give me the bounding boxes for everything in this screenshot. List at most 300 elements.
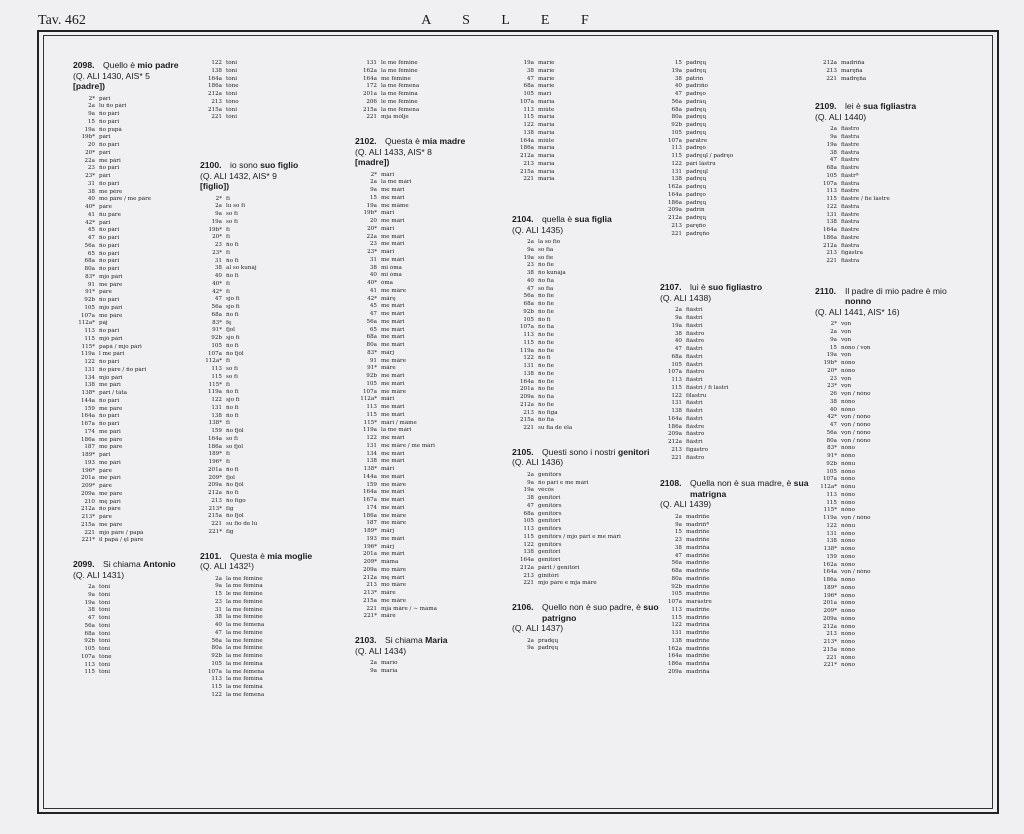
- table-row: [815, 126, 965, 134]
- locality-code: 186a: [667, 661, 682, 667]
- table-row: [512, 60, 662, 68]
- locality-code: 19a: [671, 67, 682, 74]
- dialect-form: ño fì: [226, 466, 239, 473]
- locality-code: 68a: [671, 353, 682, 360]
- locality-code: 119a: [822, 515, 837, 521]
- locality-code: 167a: [362, 497, 377, 503]
- dialect-form: ǵenitòrs: [538, 471, 562, 478]
- table-row: [355, 226, 505, 234]
- dialect-form: madrìñe: [686, 552, 710, 559]
- locality-code: 47: [526, 502, 534, 509]
- locality-code: 215a: [519, 168, 534, 175]
- locality-code: 112a*: [78, 320, 95, 327]
- dialect-form: la me fèmena: [226, 668, 265, 675]
- dialect-form: nòno: [841, 631, 855, 638]
- locality-code: 213: [211, 98, 222, 105]
- locality-code: 19a: [826, 352, 837, 359]
- table-row: [815, 204, 965, 212]
- dialect-form: vọn / nòno: [841, 437, 871, 444]
- dialect-form: madrìñª: [686, 521, 709, 528]
- locality-code: 164a: [519, 378, 534, 385]
- dialect-form: sjo fì: [226, 397, 240, 403]
- dialect-form: marìa: [538, 176, 555, 183]
- locality-code: 47: [674, 346, 682, 352]
- dialect-form: tòne: [226, 83, 239, 90]
- table-row: [355, 241, 505, 249]
- locality-code: 113: [826, 491, 837, 498]
- dialect-form: ño pàri: [99, 165, 120, 172]
- entry-keyword: suo figliastro: [708, 282, 763, 293]
- dialect-form: madrìñe: [686, 630, 710, 636]
- table-row: [815, 60, 965, 68]
- dialect-form: ño fì: [226, 311, 239, 318]
- table-row: [660, 99, 810, 107]
- dialect-form: me mári: [381, 380, 405, 387]
- locality-code: 212a: [519, 401, 534, 408]
- locality-code: 107a: [519, 324, 534, 331]
- table-row: [355, 288, 505, 296]
- dialect-form: fiàstri: [686, 439, 703, 445]
- dialect-form: ño fìe: [538, 262, 554, 269]
- entry-heading: [200, 160, 350, 192]
- dialect-form: maręña: [841, 67, 863, 74]
- dialect-form: me mári: [381, 411, 405, 418]
- locality-code: 56a: [826, 429, 837, 436]
- dialect-form: me pàre: [99, 281, 123, 288]
- table-row: [660, 231, 810, 239]
- locality-code: 23: [674, 537, 682, 543]
- locality-code: 162a: [667, 645, 682, 652]
- locality-code: 68a: [84, 630, 95, 637]
- entry-keyword: sua figliastra: [863, 101, 917, 112]
- locality-code: 115*: [81, 343, 95, 350]
- dialect-form: ño pàri: [99, 118, 120, 125]
- locality-code: 38: [87, 188, 95, 195]
- locality-code: 9a: [675, 315, 682, 321]
- dialect-form: me mári: [381, 504, 405, 511]
- dialect-form: mo mâre: [381, 582, 407, 589]
- dialect-form: ǵinitòri: [538, 572, 559, 579]
- table-row: [815, 492, 965, 500]
- dialect-form: pàri làstru: [686, 160, 716, 167]
- table-row: [512, 340, 662, 348]
- entry-section: [660, 478, 810, 676]
- locality-code: 41: [369, 287, 377, 294]
- dialect-form: ño pàri: [99, 227, 120, 234]
- dialect-form: fiàstra: [841, 258, 860, 264]
- dialect-form: me pàri: [99, 382, 121, 389]
- dialect-form: mę mári: [381, 574, 405, 581]
- locality-code: 164a: [667, 191, 682, 198]
- table-row: [355, 474, 505, 482]
- entry-phrase: lui è: [690, 282, 709, 293]
- locality-code: 215a: [207, 513, 222, 520]
- dialect-form: me mári: [381, 404, 405, 410]
- dialect-form: mári: [381, 225, 395, 232]
- dialect-form: madrìñe: [686, 637, 710, 644]
- table-row: [355, 668, 505, 676]
- locality-code: 47: [526, 75, 534, 82]
- table-row: [815, 337, 965, 345]
- table-row: [512, 176, 662, 184]
- table-row: [200, 382, 350, 390]
- table-row: [660, 393, 810, 401]
- table-row: [200, 428, 350, 436]
- dialect-form: tòni: [99, 646, 111, 652]
- table-row: [355, 218, 505, 226]
- table-row: [355, 373, 505, 381]
- entry-phrase: Il padre di mio padre è mio: [845, 285, 947, 296]
- locality-code: 40: [674, 83, 682, 90]
- locality-code: 40: [214, 273, 222, 279]
- table-row: [660, 68, 810, 76]
- dialect-form: fiàstra: [841, 203, 860, 210]
- dialect-form: marìe: [538, 75, 555, 82]
- page-title: A S L E F: [421, 13, 603, 28]
- dialect-form: marìa: [538, 98, 555, 105]
- table-row: [815, 243, 965, 251]
- locality-code: 92b: [211, 335, 222, 341]
- table-row: [660, 537, 810, 545]
- locality-code: 2a: [830, 126, 837, 133]
- locality-code: 134: [366, 450, 377, 457]
- dialect-form: me pàre: [99, 436, 123, 443]
- locality-code: 213: [523, 409, 534, 416]
- table-row: [355, 396, 505, 404]
- dialect-form: fiàstra: [841, 149, 860, 156]
- column-3: [355, 60, 505, 690]
- dialect-form: ño fjòl: [226, 482, 244, 489]
- table-row: [512, 114, 662, 122]
- table-row: [660, 169, 810, 177]
- entry-keyword: sua matrigna: [690, 478, 809, 499]
- dialect-form: tòni: [226, 114, 238, 121]
- dialect-form: fì: [226, 234, 230, 241]
- table-row: [815, 624, 965, 632]
- table-row: [660, 622, 810, 630]
- dialect-form: tòni: [99, 661, 111, 668]
- table-row: [512, 557, 662, 565]
- locality-code: 68a: [84, 258, 95, 265]
- entry-heading: [512, 447, 662, 468]
- table-row: [200, 591, 350, 599]
- dialect-form: fiàstri: [686, 315, 703, 321]
- dialect-form: nòno: [841, 584, 855, 591]
- table-row: [355, 83, 505, 91]
- locality-code: 15: [674, 60, 682, 66]
- dialect-form: fiàstra: [841, 134, 860, 140]
- locality-code: 209a: [207, 482, 222, 489]
- locality-code: 38: [674, 544, 682, 551]
- table-row: [660, 331, 810, 339]
- table-row: [815, 554, 965, 562]
- dialect-form: il papà / ęl pàre: [99, 537, 144, 544]
- table-row: [355, 528, 505, 536]
- table-row: [512, 153, 662, 161]
- table-row: [660, 630, 810, 638]
- table-row: [815, 469, 965, 477]
- table-row: [200, 234, 350, 242]
- table-row: [355, 249, 505, 257]
- dialect-form: nòno: [841, 639, 855, 645]
- locality-code: 209*: [363, 559, 377, 565]
- entry-number: 2109.: [815, 101, 837, 112]
- locality-code: 38: [829, 149, 837, 156]
- entry-number: 2103.: [355, 635, 377, 645]
- dialect-form: mja mòlje: [381, 114, 409, 121]
- table-row: [355, 172, 505, 180]
- table-row: [815, 476, 965, 484]
- dialect-form: so fìa: [538, 246, 554, 253]
- dialect-form: me mâre / me mári: [381, 442, 435, 449]
- locality-code: 138: [671, 637, 682, 644]
- table-row: [660, 323, 810, 331]
- table-row: [200, 405, 350, 413]
- entry-gloss: [figlio]): [200, 181, 230, 191]
- locality-code: 15: [87, 118, 95, 125]
- dialect-form: me pàri: [99, 459, 121, 466]
- table-row: [660, 307, 810, 315]
- locality-code: 186a: [667, 423, 682, 430]
- table-row: [660, 416, 810, 424]
- dialect-form: me mári: [381, 551, 405, 558]
- locality-code: 91*: [85, 289, 95, 296]
- locality-code: 92b: [671, 122, 682, 128]
- locality-code: 122: [211, 397, 222, 403]
- dialect-form: padręų: [686, 184, 707, 190]
- dialect-form: madrìñe: [686, 645, 710, 652]
- locality-code: 131: [366, 442, 377, 449]
- dialect-form: la me fèmina: [381, 91, 418, 97]
- locality-code: 131: [84, 366, 95, 373]
- table-row: [200, 529, 350, 537]
- locality-code: 107a: [667, 137, 682, 144]
- locality-code: 115: [211, 684, 222, 690]
- dialect-form: ño fìa: [538, 394, 554, 400]
- dialect-form: ño fì: [226, 342, 239, 349]
- entry-reference: (Q. ALI 1433, AIS* 8: [355, 146, 432, 157]
- table-row: [355, 505, 505, 513]
- dialect-form: pàri: [99, 134, 111, 141]
- locality-code: 131: [826, 211, 837, 218]
- locality-code: 42*: [212, 288, 222, 295]
- locality-code: 20: [87, 142, 95, 148]
- table-row: [815, 227, 965, 235]
- dialect-form: fìlastru: [686, 392, 707, 399]
- locality-code: 19a: [366, 202, 377, 209]
- locality-code: 115: [671, 153, 682, 159]
- locality-code: 107a: [667, 599, 682, 605]
- dialect-form: ño fjòl: [226, 428, 244, 434]
- entry-section: [815, 286, 965, 670]
- locality-code: 115: [671, 614, 682, 621]
- locality-code: 40*: [367, 280, 377, 286]
- table-row: [815, 577, 965, 585]
- dialect-form: nòno: [841, 398, 855, 405]
- locality-code: 212a: [822, 623, 837, 630]
- dialect-form: tòni: [226, 67, 238, 74]
- locality-code: 92b: [523, 308, 534, 315]
- dialect-form: le me fèmine: [381, 60, 418, 66]
- table-row: [512, 324, 662, 332]
- dialect-form: nòno: [841, 468, 855, 475]
- locality-code: 45: [87, 227, 95, 234]
- entry-section: [512, 447, 662, 588]
- dialect-form: tòno: [226, 98, 239, 105]
- dialect-form: me mári: [381, 535, 405, 542]
- dialect-form: madrìñe: [686, 575, 710, 582]
- dialect-form: tòni: [99, 591, 111, 598]
- table-row: [200, 296, 350, 304]
- table-row: [660, 669, 810, 677]
- locality-code: 122: [671, 160, 682, 167]
- locality-code: 105: [671, 361, 682, 368]
- dialect-form: fìgàstra: [841, 250, 863, 257]
- dialect-form: ño fì: [226, 389, 239, 396]
- dialect-form: ño fìgo: [226, 497, 246, 504]
- dialect-form: fiàstri: [686, 346, 703, 352]
- dialect-form: mâre: [381, 590, 396, 596]
- locality-code: 2a: [675, 307, 682, 314]
- table-row: [815, 157, 965, 165]
- entry-keyword: mia madre: [422, 136, 466, 146]
- locality-code: 115: [84, 335, 95, 342]
- entry-number: 2099.: [73, 559, 95, 569]
- locality-code: 56a: [671, 98, 682, 105]
- dialect-form: maràstre: [686, 599, 712, 605]
- entry-heading: [355, 635, 505, 656]
- dialect-form: marìa: [538, 145, 555, 152]
- table-row: [200, 358, 350, 366]
- table-row: [355, 203, 505, 211]
- dialect-form: ño pàri: [99, 111, 120, 117]
- table-row: [355, 613, 505, 621]
- locality-code: 213: [671, 222, 682, 229]
- dialect-form: me mári: [381, 497, 405, 503]
- locality-code: 196*: [208, 459, 222, 465]
- dialect-form: mja mâre / ∼ màma: [381, 605, 437, 612]
- dialect-form: fiàstri: [686, 322, 703, 329]
- dialect-form: ño fìe: [538, 332, 554, 338]
- locality-code: 193: [84, 459, 95, 466]
- dialect-form: so fì: [226, 218, 238, 225]
- dialect-form: le me fèmine: [381, 98, 418, 105]
- dialect-form: tòni: [99, 638, 111, 645]
- locality-code: 19a: [211, 218, 222, 225]
- locality-code: 213: [671, 446, 682, 453]
- locality-code: 92b: [826, 460, 837, 467]
- table-row: [200, 327, 350, 335]
- dialect-form: fìg: [226, 528, 234, 535]
- dialect-form: l me pàri: [99, 351, 125, 358]
- table-row: [200, 630, 350, 638]
- locality-code: 42*: [85, 219, 95, 226]
- dialect-form: marìe: [538, 67, 555, 74]
- locality-code: 187: [84, 444, 95, 451]
- dialect-form: màma: [381, 559, 399, 565]
- table-row: [815, 181, 965, 189]
- dialect-form: la me fèmine: [381, 67, 418, 74]
- locality-code: 113: [671, 377, 682, 383]
- dialect-form: ño fìa: [538, 417, 554, 424]
- table-row: [512, 138, 662, 146]
- dialect-form: fiàstri: [686, 415, 703, 422]
- table-row: [200, 482, 350, 490]
- table-row: [512, 386, 662, 394]
- table-row: [512, 495, 662, 503]
- table-row: [355, 412, 505, 420]
- table-row: [355, 544, 505, 552]
- table-row: [815, 569, 965, 577]
- dialect-form: ǵenitòrs: [538, 541, 562, 548]
- locality-code: 92b: [84, 638, 95, 645]
- table-row: [355, 68, 505, 76]
- dialect-form: me mári: [381, 326, 405, 333]
- table-row: [815, 150, 965, 158]
- dialect-form: ǵenitòri: [538, 518, 561, 525]
- locality-code: 174: [366, 504, 377, 511]
- table-row: [200, 227, 350, 235]
- locality-code: 187: [366, 520, 377, 527]
- table-row: [815, 422, 965, 430]
- dialect-form: tòni: [99, 622, 111, 629]
- locality-code: 38: [674, 75, 682, 82]
- table-row: [200, 211, 350, 219]
- locality-code: 196*: [823, 592, 837, 599]
- locality-code: 221: [671, 230, 682, 237]
- locality-code: 221*: [823, 662, 837, 669]
- table-row: [200, 692, 350, 700]
- dialect-form: fì: [226, 288, 230, 295]
- dialect-form: vècòs: [538, 487, 554, 494]
- dialect-form: fiàstre / fìe làstre: [841, 196, 890, 202]
- table-row: [815, 165, 965, 173]
- dialect-form: madręña: [841, 75, 867, 82]
- locality-code: 40: [526, 277, 534, 284]
- locality-code: 112a*: [360, 396, 377, 403]
- dialect-form: ño fìe: [538, 386, 554, 393]
- plate-number: Tav. 462: [38, 13, 86, 28]
- dialect-form: mi òma: [381, 272, 402, 279]
- locality-code: 41: [87, 211, 95, 218]
- entry-heading: [815, 286, 965, 318]
- locality-code: 115*: [823, 507, 837, 514]
- dialect-form: mjo pàri: [99, 304, 123, 311]
- table-row: [512, 130, 662, 138]
- dialect-form: me mâre: [381, 287, 407, 294]
- table-row: [660, 599, 810, 607]
- table-row: [660, 661, 810, 669]
- table-row: [200, 374, 350, 382]
- dialect-form: padràų: [686, 98, 707, 105]
- table-row: [660, 138, 810, 146]
- table-row: [355, 210, 505, 218]
- locality-code: 213*: [81, 514, 95, 520]
- entry-section: [355, 136, 505, 621]
- dialect-form: tòni: [99, 669, 111, 676]
- dialect-form: fiàstri: [686, 400, 703, 407]
- table-row: [200, 366, 350, 374]
- locality-code: 206: [366, 98, 377, 105]
- dialect-form: me mári: [381, 241, 405, 248]
- dialect-form: nònu: [841, 522, 856, 529]
- dialect-form: la me fèmena: [381, 106, 420, 113]
- locality-code: 56a: [211, 304, 222, 310]
- locality-code: 80a: [84, 266, 95, 272]
- column-2: [200, 60, 350, 714]
- locality-code: 15: [674, 529, 682, 536]
- table-row: [815, 600, 965, 608]
